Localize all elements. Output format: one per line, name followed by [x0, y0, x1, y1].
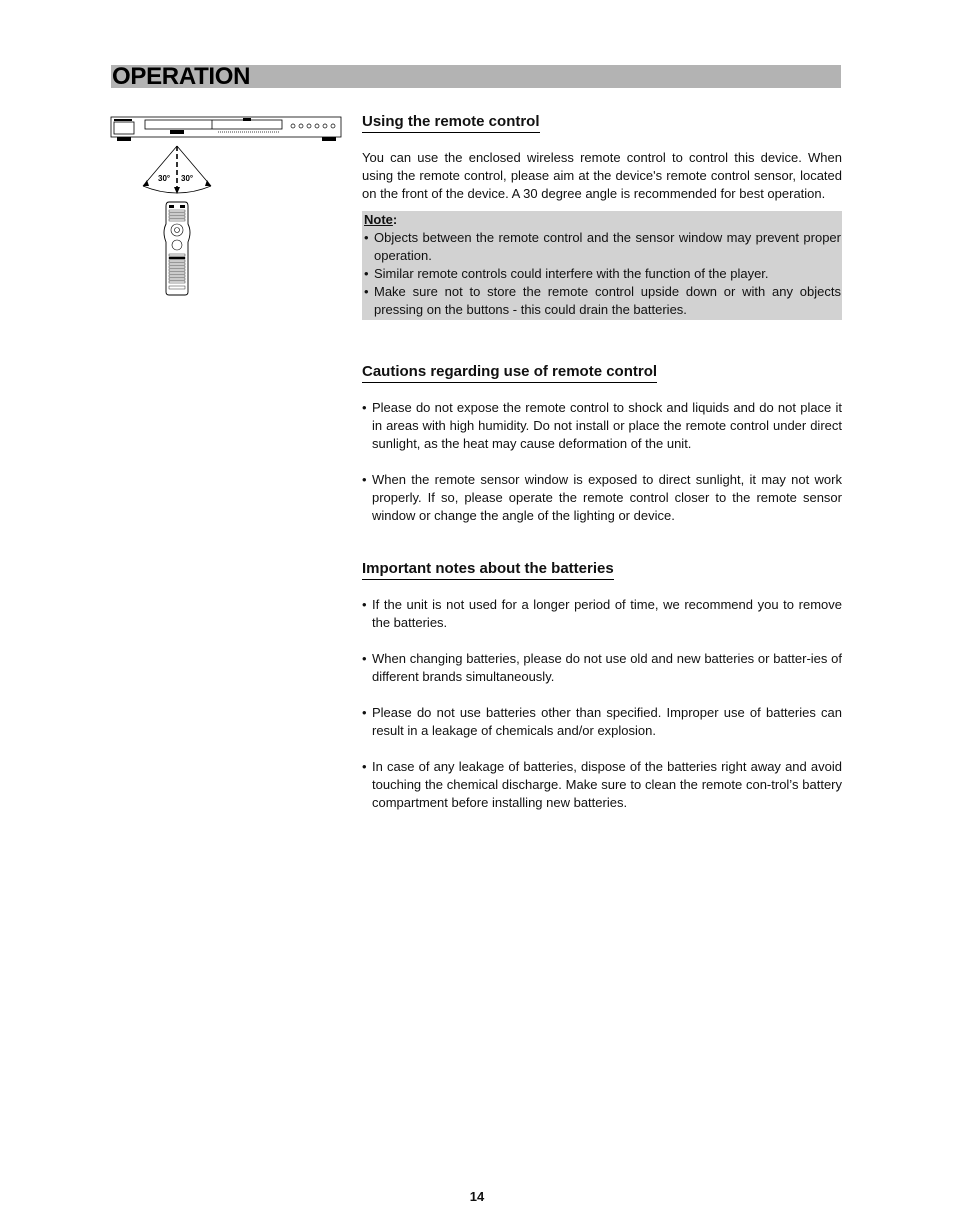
list-item: • Make sure not to store the remote control upside down or with any objects pressing on the buttons - this could drain the batteries. [364, 283, 841, 319]
cautions-list [362, 399, 842, 525]
list-item: • Similar remote controls could interfere with the function of the player. [364, 265, 841, 283]
list-item: • Please do not use batteries other than specified. Improper use of batteries can result in a leakage of chemicals and/or explosion. [362, 704, 842, 740]
section-remote-control [362, 112, 842, 320]
list-item: • Objects between the remote control and the sensor window may prevent proper operation. [364, 229, 841, 265]
list-item: • When changing batteries, please do not use old and new batteries or batter-ies of different brands simultaneously. [362, 650, 842, 686]
section-cautions [362, 362, 842, 525]
note-box [362, 211, 842, 320]
section-heading: Important notes about the batteries [362, 559, 614, 580]
list-item: • If the unit is not used for a longer period of time, we recommend you to remove the batteries. [362, 596, 842, 632]
page-number: 14 [469, 1189, 485, 1204]
angle-label-right: 30° [181, 174, 194, 183]
content-column [362, 112, 842, 830]
page-title: OPERATION [112, 63, 251, 90]
remote-control-icon [164, 202, 190, 295]
note-list [364, 229, 841, 319]
dvd-player-icon [111, 117, 341, 141]
batteries-list [362, 596, 842, 812]
list-item: • When the remote sensor window is exposed to direct sunlight, it may not work properly. If so, please operate the remote control closer to the remote sensor window or change the angle of the lighting or device. [362, 471, 842, 525]
remote-illustration [108, 112, 344, 302]
note-label: Note [364, 212, 393, 227]
note-colon: : [392, 212, 398, 227]
list-item: • Please do not expose the remote control to shock and liquids and do not place it in areas with high humidity. Do not install or place the remote control under direct sunlight, as the heat may cause deformation of the unit. [362, 399, 842, 453]
section-heading: Cautions regarding use of remote control [362, 362, 657, 383]
section-batteries [362, 559, 842, 812]
signal-angle-icon [143, 146, 211, 194]
body-paragraph: You can use the enclosed wireless remote control to control this device. When using the remote control, please aim at the device's remote control sensor, located on the front of the device. A 30 degree angle is recommended for best operation. [362, 150, 842, 201]
angle-label-left: 30° [158, 174, 171, 183]
section-heading: Using the remote control [362, 112, 540, 133]
list-item: • In case of any leakage of batteries, dispose of the batteries right away and avoid touching the chemical discharge. Make sure to clean the remote con-trol’s battery compartment before installing new batteries. [362, 758, 842, 812]
